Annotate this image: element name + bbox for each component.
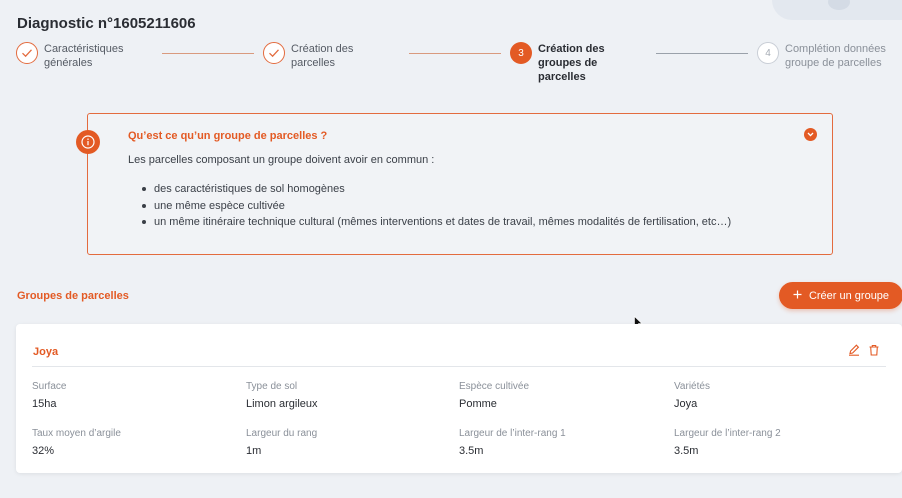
list-item: un même itinéraire technique cultural (mêmes interventions et dates de travail, mêmes modalités de fertilisation, etc…) [140,214,731,231]
chevron-down-icon[interactable] [804,128,817,141]
trash-icon[interactable] [868,343,880,361]
step-group-creation[interactable] [510,42,605,84]
field-inter-row-1: Largeur de l’inter-rang 1 3.5m [459,428,566,457]
info-intro: Les parcelles composant un groupe doivent avoir en commun : [128,154,435,166]
step-label: Création des parcelles [291,43,354,69]
field-surface: Surface 15ha [32,381,67,410]
step-connector [162,53,254,54]
create-group-label: Créer un groupe [808,289,890,302]
step-general-characteristics[interactable] [16,42,123,70]
step-label: Complétion données groupe de parcelles [785,43,886,69]
list-item: une même espèce cultivée [140,198,731,215]
field-row-width: Largeur du rang 1m [246,428,318,457]
group-card [16,324,902,473]
section-title: Groupes de parcelles [17,290,129,302]
field-varieties: Variétés Joya [674,381,710,410]
list-item: des caractéristiques de sol homogènes [140,181,731,198]
check-icon [16,42,38,64]
step-connector [409,53,501,54]
decorative-corner [772,0,902,20]
page-title: Diagnostic n°1605211606 [17,15,196,32]
plus-icon [793,290,802,302]
step-number-badge: 3 [510,42,532,64]
step-connector [656,53,748,54]
field-clay-rate: Taux moyen d’argile 32% [32,428,121,457]
step-label: Création des groupes de parcelles [538,43,605,83]
step-label: Caractéristiques générales [44,43,124,69]
field-inter-row-2: Largeur de l’inter-rang 2 3.5m [674,428,781,457]
edit-icon[interactable] [848,343,860,361]
info-list [140,181,731,231]
step-group-data-completion[interactable] [757,42,886,70]
step-number-badge: 4 [757,42,779,64]
step-parcel-creation[interactable] [263,42,353,70]
info-title: Qu’est ce qu’un groupe de parcelles ? [128,130,328,142]
card-divider [32,366,886,367]
info-icon [76,130,100,154]
group-name: Joya [33,346,59,358]
field-species: Espèce cultivée Pomme [459,381,530,410]
check-icon [263,42,285,64]
field-soil-type: Type de sol Limon argileux [246,381,318,410]
create-group-button[interactable] [779,282,902,309]
